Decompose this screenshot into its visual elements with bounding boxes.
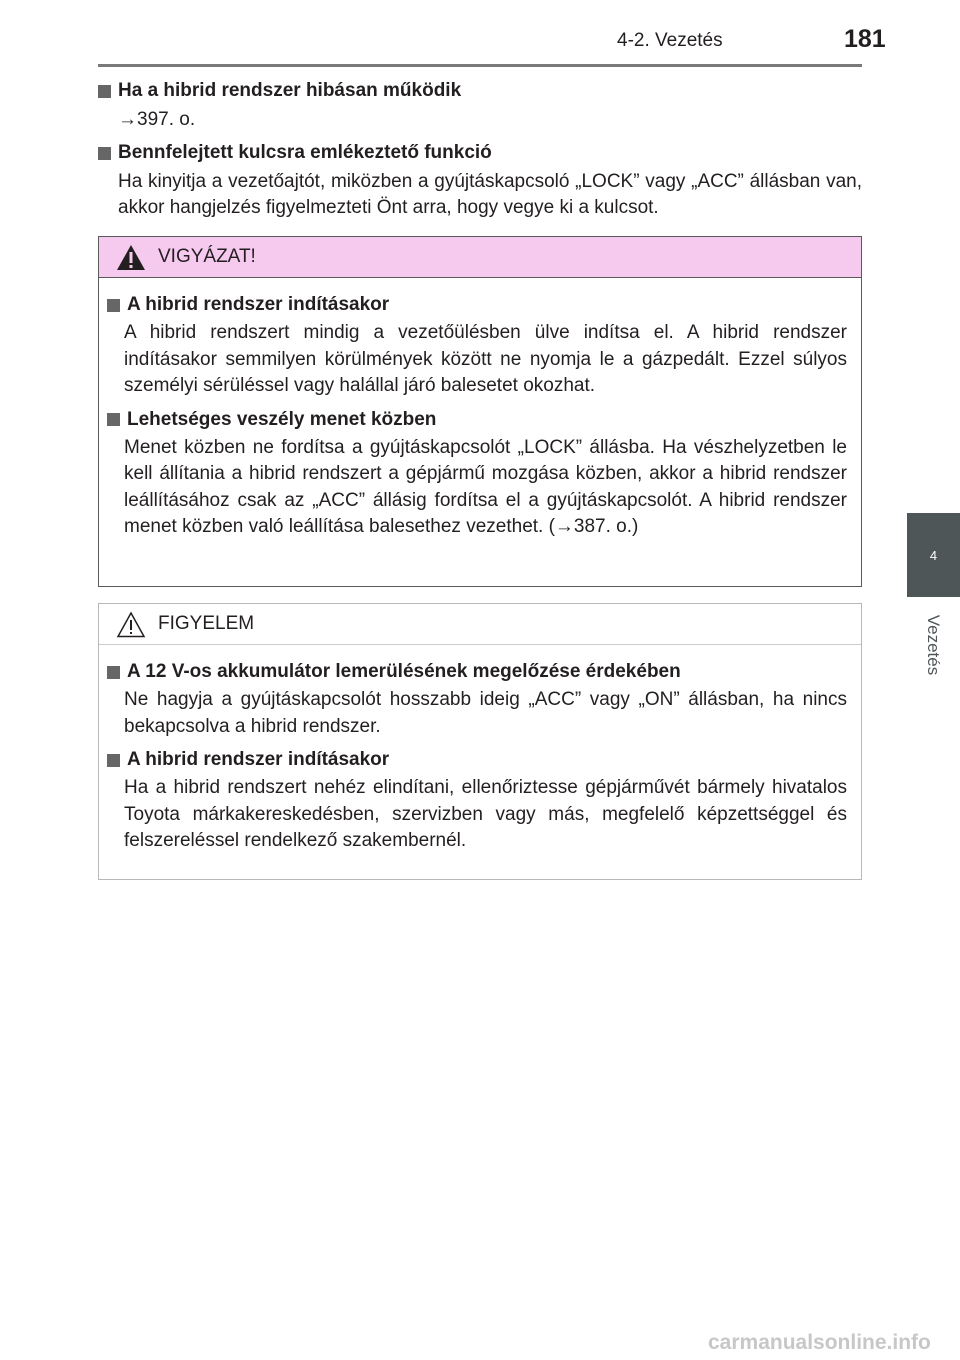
notice-item-body: Ne hagyja a gyújtáskapcsolót hosszabb ideig „ACC” vagy „ON” állásban, ha nincs bekapcsolva a hibrid rendszer.: [124, 689, 847, 737]
warning-box: [98, 236, 862, 587]
warning-box-title: VIGYÁZAT!: [158, 246, 256, 267]
warning-item-body: Menet közben ne fordítsa a gyújtáskapcsolót „LOCK” állásba. Ha vészhelyzetben le kell állítania a hibrid rendszert a gépjármű mozgása közben, akkor a hibrid rendszer leállításához csak az „ACC” állásig fordítsa el a gyújtáskapcsolót. A hibrid rendszer menet közben való leállítása balesethez vezethet. (→387. o.): [124, 436, 847, 537]
bullet-square-icon: [107, 299, 120, 312]
notice-item-title: A hibrid rendszer indításakor: [127, 749, 390, 770]
warning-item: [107, 294, 847, 400]
chapter-tab-label-text: Vezetés: [924, 614, 943, 676]
warning-item-body: A hibrid rendszert mindig a vezetőülésben ülve indítsa el. A hibrid rendszer indításakor semmilyen körülmények között ne nyomja le a gázpedált. Ezzel súlyos személyi sérüléssel vagy halállal járó balesetet okozhat.: [124, 322, 847, 396]
bullet-square-icon: [107, 666, 120, 679]
section-title: Bennfelejtett kulcsra emlékeztető funkció: [118, 142, 492, 163]
chapter-section-title: 4-2. Vezetés: [617, 30, 723, 51]
warning-item-heading: [107, 294, 847, 316]
bullet-square-icon: [98, 85, 111, 98]
section-body: →397. o.: [118, 109, 196, 130]
section-heading: [98, 142, 862, 164]
notice-box-header: [99, 604, 861, 645]
warning-box-header: [99, 237, 861, 278]
section-hybrid-malfunction: [98, 80, 862, 133]
bullet-square-icon: [107, 413, 120, 426]
section-key-reminder: [98, 142, 862, 221]
page-number: 181: [844, 25, 886, 53]
notice-item-heading: [107, 661, 847, 683]
warning-item-title: Lehetséges veszély menet közben: [127, 408, 437, 430]
warning-triangle-icon: [116, 244, 146, 271]
notice-item-heading: [107, 749, 847, 771]
notice-item-body: Ha a hibrid rendszert nehéz elindítani, ellenőriztesse gépjárművét bármely hivatalos Toyota márkakereskedésben, szervizben vagy más, megfelelő képzettséggel és felszereléssel rendelkező szakembernél.: [124, 777, 847, 851]
notice-box: [98, 603, 862, 880]
warning-item: [107, 409, 847, 541]
notice-box-title: FIGYELEM: [158, 613, 255, 634]
warning-item-heading: [107, 409, 847, 431]
bullet-square-icon: [98, 147, 111, 160]
section-heading: [98, 80, 862, 102]
notice-item-title: A 12 V-os akkumulátor lemerülésének megelőzése érdekében: [127, 661, 681, 682]
section-title: Ha a hibrid rendszer hibásan működik: [118, 80, 462, 101]
notice-item: [107, 661, 847, 740]
warning-box-content: [99, 278, 861, 541]
header-divider: [98, 64, 862, 67]
chapter-tab-number: 4: [929, 547, 938, 563]
warning-item-title: A hibrid rendszer indításakor: [127, 294, 390, 315]
watermark-text: carmanualsonline.info: [708, 1331, 931, 1354]
bullet-square-icon: [107, 754, 120, 767]
caution-triangle-outline-icon: [116, 611, 146, 638]
chapter-tab[interactable]: [907, 513, 960, 597]
notice-box-content: [99, 645, 861, 855]
notice-item: [107, 749, 847, 855]
section-body: Ha kinyitja a vezetőajtót, miközben a gyújtáskapcsoló „LOCK” vagy „ACC” állásban van, akkor hangjelzés figyelmezteti Önt arra, hogy vegye ki a kulcsot.: [118, 171, 862, 218]
